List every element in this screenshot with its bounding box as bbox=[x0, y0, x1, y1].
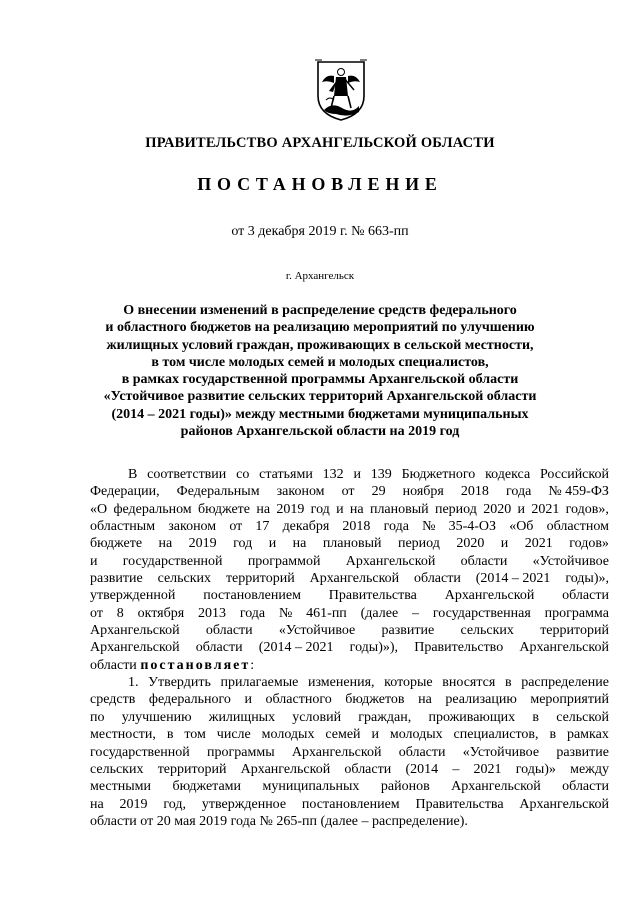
body-word: и bbox=[268, 536, 277, 552]
paragraph-item-1 bbox=[90, 674, 609, 830]
body-word: ноября bbox=[402, 484, 444, 500]
body-word: государственной bbox=[122, 553, 223, 569]
body-word: бюджете bbox=[90, 536, 143, 552]
body-line bbox=[90, 518, 609, 535]
body-line bbox=[90, 657, 609, 674]
body-word: федерального bbox=[148, 692, 231, 708]
body-line bbox=[90, 553, 609, 570]
body-word: реализацию bbox=[445, 692, 517, 708]
body-word: (2014 – 2021 bbox=[258, 640, 334, 656]
body-word: Правительства bbox=[328, 588, 417, 604]
body-word: и bbox=[244, 692, 252, 708]
body-word: и bbox=[517, 501, 526, 517]
body-word: Федерации, bbox=[90, 484, 160, 500]
document-date-number: от 3 декабря 2019 г. № 663-пп bbox=[231, 224, 409, 239]
title-line: и областного бюджетов на реализацию мероприятий по улучшению bbox=[105, 320, 535, 336]
body-word: специалистов, bbox=[453, 727, 539, 743]
document-body bbox=[90, 466, 609, 830]
body-word: молодых bbox=[261, 727, 315, 743]
body-word: в bbox=[166, 727, 174, 743]
body-word: Правительство bbox=[414, 640, 504, 656]
body-word: 2021 bbox=[531, 501, 560, 517]
body-word: год bbox=[233, 536, 253, 552]
body-line bbox=[90, 778, 609, 795]
body-word: Архангельской bbox=[291, 744, 382, 760]
body-word: 2021 bbox=[473, 761, 502, 777]
body-line: области от 20 мая 2019 года № 265-пп (далее – распределение). bbox=[90, 813, 468, 829]
body-word: законом bbox=[168, 519, 217, 535]
body-word: декабря bbox=[282, 519, 330, 535]
body-word: 29 bbox=[371, 484, 386, 500]
body-word: года bbox=[383, 519, 409, 535]
body-line bbox=[90, 726, 609, 743]
title-line: в рамках государственной программы Архангельской области bbox=[121, 372, 519, 388]
body-word: 2019 bbox=[119, 796, 148, 812]
body-word: числе bbox=[216, 727, 251, 743]
body-word: Архангельской bbox=[90, 623, 180, 639]
body-word: распределение bbox=[521, 675, 609, 691]
body-word: 2019 bbox=[276, 501, 305, 517]
body-word: изменения, bbox=[307, 675, 375, 691]
body-word: Федеральным bbox=[176, 484, 260, 500]
body-word: плановый bbox=[322, 536, 382, 552]
body-word: – bbox=[412, 605, 420, 621]
body-line bbox=[90, 466, 609, 483]
body-word: области bbox=[414, 571, 461, 587]
body-word: бюджете bbox=[197, 501, 251, 517]
body-word: утвержденной bbox=[90, 588, 176, 604]
body-word: развитие bbox=[556, 744, 609, 760]
body-line bbox=[90, 744, 609, 761]
body-word: 2019 bbox=[188, 536, 217, 552]
body-word: постановлением bbox=[301, 796, 400, 812]
body-word: и bbox=[336, 501, 344, 517]
body-text: : bbox=[250, 657, 255, 673]
body-word: «О bbox=[90, 501, 108, 517]
body-word: бюджетов bbox=[345, 692, 405, 708]
body-word: 8 bbox=[116, 605, 124, 621]
body-word: в bbox=[532, 709, 539, 725]
body-word: на bbox=[256, 501, 271, 517]
body-word: Архангельской bbox=[519, 796, 609, 812]
body-word: и bbox=[353, 467, 361, 482]
body-word: развитие bbox=[381, 623, 435, 639]
body-word: 2020 bbox=[483, 501, 512, 517]
body-word: 2021 bbox=[524, 536, 553, 552]
body-word: программы bbox=[207, 744, 275, 760]
body-word: государственная bbox=[432, 605, 531, 621]
body-word: программа bbox=[544, 605, 609, 621]
body-word: плановый bbox=[369, 501, 429, 517]
body-word: и bbox=[90, 553, 98, 569]
body-word: мероприятий bbox=[530, 692, 609, 708]
body-word: которые bbox=[384, 675, 433, 691]
body-word: период bbox=[434, 501, 477, 517]
body-word: Архангельской bbox=[519, 640, 609, 656]
title-line: жилищных условий граждан, проживающих в сельской местности, bbox=[106, 337, 534, 353]
body-word: области bbox=[460, 553, 508, 569]
body-word: на bbox=[349, 501, 364, 517]
body-word: федеральном bbox=[113, 501, 192, 517]
body-word: районов bbox=[380, 779, 430, 795]
body-line bbox=[90, 796, 609, 813]
body-word: 1. bbox=[128, 675, 139, 691]
body-word: Российской bbox=[539, 467, 609, 482]
body-word: муниципальных bbox=[262, 779, 360, 795]
document-city: г. Архангельск bbox=[285, 270, 355, 282]
body-word: соответствии bbox=[147, 467, 227, 482]
body-word: Архангельской bbox=[90, 640, 180, 656]
body-word: территорий bbox=[540, 623, 609, 639]
body-word: между bbox=[570, 761, 609, 777]
body-word: год bbox=[310, 501, 330, 517]
body-word: на bbox=[292, 536, 307, 552]
body-word: прилагаемые bbox=[220, 675, 299, 691]
document-type-title: ПОСТАНОВЛЕНИЕ bbox=[197, 174, 443, 194]
body-word: в bbox=[549, 727, 557, 743]
body-word: от bbox=[90, 605, 103, 621]
body-word: территорий bbox=[225, 571, 295, 587]
body-word: местности, bbox=[90, 727, 156, 743]
paragraph-preamble bbox=[90, 466, 609, 674]
body-word: годы)»), bbox=[349, 640, 399, 656]
body-word: № 459-ФЗ bbox=[548, 484, 609, 500]
body-word: со bbox=[236, 467, 250, 482]
body-line bbox=[90, 761, 609, 778]
body-line bbox=[90, 639, 609, 656]
body-word: области bbox=[562, 588, 609, 604]
coat-of-arms-emblem bbox=[312, 56, 370, 122]
body-word: Архангельской bbox=[240, 761, 331, 777]
body-word: годы)», bbox=[565, 571, 609, 587]
body-text: области bbox=[90, 657, 137, 673]
body-word: том bbox=[184, 727, 206, 743]
body-word: Архангельской bbox=[345, 553, 436, 569]
body-word: области bbox=[344, 761, 392, 777]
body-word: года bbox=[239, 605, 266, 621]
body-word: программой bbox=[247, 553, 321, 569]
body-word: области bbox=[205, 623, 253, 639]
body-word: 17 bbox=[255, 519, 270, 535]
body-word: постановлением bbox=[203, 588, 301, 604]
body-word: «Устойчивое bbox=[462, 744, 540, 760]
body-word: (2014 bbox=[405, 761, 439, 777]
title-line: в том числе молодых семей и молодых специалистов, bbox=[151, 354, 489, 370]
body-word: бюджетами bbox=[172, 779, 242, 795]
organization-name: ПРАВИТЕЛЬСТВО АРХАНГЕЛЬСКОЙ ОБЛАСТИ bbox=[145, 135, 495, 151]
body-word: Бюджетного bbox=[401, 467, 476, 482]
body-word: в bbox=[504, 675, 512, 691]
body-word: статьями bbox=[259, 467, 313, 482]
body-word: и bbox=[371, 727, 379, 743]
body-word: Правительства bbox=[415, 796, 504, 812]
body-line bbox=[90, 501, 609, 518]
body-word: молодых bbox=[389, 727, 443, 743]
body-line bbox=[90, 587, 609, 604]
body-word: областном bbox=[546, 519, 609, 535]
body-line bbox=[90, 691, 609, 708]
resolves-keyword: постановляет bbox=[140, 657, 251, 673]
body-word: жилищных bbox=[208, 709, 276, 725]
body-word: 2020 bbox=[456, 536, 485, 552]
body-word: «Об bbox=[509, 519, 534, 535]
body-word: по bbox=[90, 709, 105, 725]
body-word: на bbox=[418, 692, 432, 708]
title-line: «Устойчивое развитие сельских территорий Архангельской области bbox=[103, 389, 537, 405]
body-word: Архангельской bbox=[309, 571, 400, 587]
body-word: 2018 bbox=[460, 484, 489, 500]
body-word: – bbox=[452, 761, 460, 777]
body-word: «Устойчивое bbox=[532, 553, 609, 569]
body-word: годов» bbox=[569, 536, 609, 552]
body-word: области bbox=[195, 640, 243, 656]
body-word: сельских bbox=[460, 623, 514, 639]
body-word: № bbox=[422, 519, 436, 535]
body-word: годов», bbox=[565, 501, 609, 517]
document-subject-title bbox=[60, 302, 580, 440]
body-word: кодекса bbox=[485, 467, 531, 482]
body-word: 132 bbox=[322, 467, 344, 482]
body-word: сельских bbox=[90, 761, 144, 777]
body-line bbox=[90, 709, 609, 726]
body-line bbox=[90, 674, 609, 691]
body-word: граждан, bbox=[358, 709, 412, 725]
body-word: 2013 bbox=[197, 605, 226, 621]
body-word: года bbox=[505, 484, 532, 500]
body-word: (2014 – 2021 bbox=[475, 571, 551, 587]
body-word: и bbox=[500, 536, 509, 552]
body-line bbox=[90, 605, 609, 622]
body-word: вносятся bbox=[442, 675, 496, 691]
body-word: семей bbox=[325, 727, 361, 743]
body-word: территорий bbox=[157, 761, 227, 777]
body-word: сельских bbox=[157, 571, 212, 587]
body-word: годы)» bbox=[515, 761, 556, 777]
body-word: рамках bbox=[566, 727, 609, 743]
body-word: области bbox=[562, 779, 609, 795]
title-line: О внесении изменений в распределение средств федерального bbox=[123, 303, 517, 318]
body-word: Архангельской bbox=[444, 588, 535, 604]
body-line bbox=[90, 483, 609, 500]
body-word: развитие bbox=[90, 571, 143, 587]
body-word: 2018 bbox=[342, 519, 371, 535]
body-word: средств bbox=[90, 692, 136, 708]
title-line: районов Архангельской области на 2019 год bbox=[180, 424, 460, 440]
body-line bbox=[90, 570, 609, 587]
body-word: (далее bbox=[360, 605, 399, 621]
body-word: областным bbox=[90, 519, 156, 535]
body-word: государственной bbox=[90, 744, 190, 760]
title-line: (2014 – 2021 годы)» между местными бюджетами муниципальных bbox=[111, 406, 529, 422]
body-word: законом bbox=[276, 484, 325, 500]
body-word: областного bbox=[265, 692, 332, 708]
body-word: период bbox=[397, 536, 440, 552]
body-word: «Устойчивое bbox=[278, 623, 356, 639]
body-word: на bbox=[158, 536, 173, 552]
body-word: сельской bbox=[556, 709, 609, 725]
body-word: № bbox=[278, 605, 293, 621]
body-word: утвержденное bbox=[201, 796, 287, 812]
body-word: на bbox=[90, 796, 104, 812]
body-line bbox=[90, 535, 609, 552]
body-word: местными bbox=[90, 779, 152, 795]
body-word: проживающих bbox=[428, 709, 516, 725]
body-word: год, bbox=[163, 796, 186, 812]
body-word: области bbox=[398, 744, 446, 760]
body-word: от bbox=[341, 484, 355, 500]
body-word: от bbox=[229, 519, 243, 535]
body-line bbox=[90, 622, 609, 639]
body-word: 35-4-ОЗ bbox=[448, 519, 497, 535]
body-word: октября bbox=[137, 605, 185, 621]
body-word: В bbox=[128, 467, 138, 482]
body-word: 461-пп bbox=[306, 605, 347, 621]
body-word: Утвердить bbox=[148, 675, 211, 691]
body-word: Архангельской bbox=[451, 779, 541, 795]
body-word: 139 bbox=[370, 467, 392, 482]
body-word: условий bbox=[292, 709, 342, 725]
body-word: улучшению bbox=[121, 709, 192, 725]
